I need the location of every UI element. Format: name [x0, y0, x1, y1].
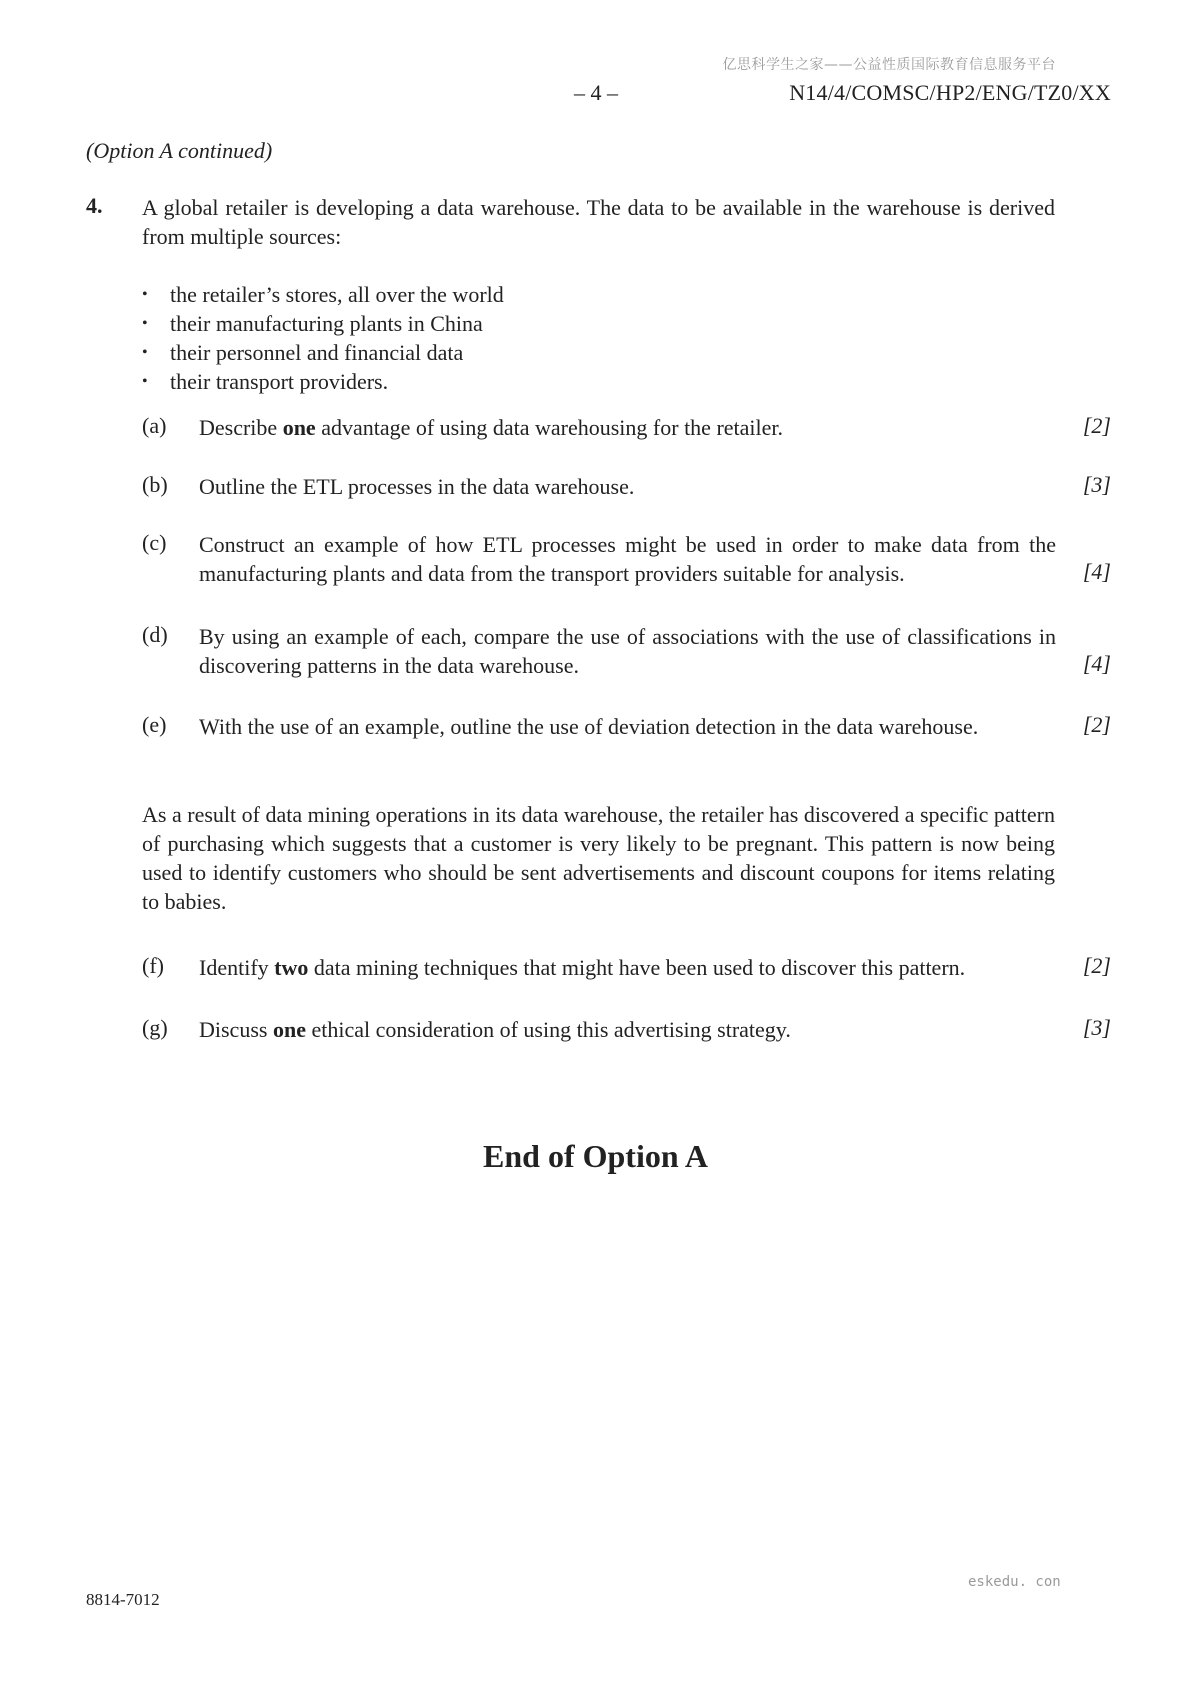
part-a-label: (a)	[142, 413, 167, 438]
footer-code: 8814-7012	[86, 1590, 160, 1609]
part-d-marks: [4]	[1082, 651, 1111, 676]
end-of-option-heading: End of Option A	[483, 1138, 708, 1174]
part-f-label: (f)	[142, 953, 164, 978]
part-e-text: With the use of an example, outline the use of deviation detection in the data warehouse.	[199, 714, 979, 739]
context-paragraph: As a result of data mining operations in its data warehouse, the retailer has discovered a specific pattern of purchasing which suggests that a customer is very likely to be pregnant. This pattern is now being used to identify customers who should be sent advertisements and discount coupons for items relating to babies.	[142, 802, 1055, 914]
part-f-marks: [2]	[1082, 953, 1111, 978]
part-b-marks: [3]	[1082, 472, 1111, 497]
part-e-label: (e)	[142, 712, 167, 737]
question-number: 4.	[86, 193, 103, 218]
part-b-text: Outline the ETL processes in the data warehouse.	[199, 474, 635, 499]
part-g-text: Discuss one ethical consideration of using this advertising strategy.	[199, 1017, 791, 1042]
part-e-marks: [2]	[1082, 712, 1111, 737]
part-f-text: Identify two data mining techniques that might have been used to discover this pattern.	[199, 955, 966, 980]
list-item: • their transport providers.	[142, 369, 389, 394]
part-a-text: Describe one advantage of using data warehousing for the retailer.	[199, 415, 784, 440]
bullet-icon: •	[142, 315, 148, 332]
paper-reference: N14/4/COMSC/HP2/ENG/TZ0/XX	[789, 80, 1111, 105]
footer-watermark: eskedu. con	[968, 1574, 1061, 1590]
source-list	[142, 280, 504, 396]
bullet-icon: •	[142, 286, 148, 303]
question-intro: A global retailer is developing a data warehouse. The data to be available in the warehouse is derived from multiple sources:	[142, 195, 1055, 249]
page-number: – 4 –	[574, 80, 618, 105]
part-g-label: (g)	[142, 1015, 168, 1040]
header-watermark: 亿思科学生之家——公益性质国际教育信息服务平台	[722, 57, 1056, 73]
list-item: • the retailer’s stores, all over the world	[142, 282, 504, 307]
part-c-label: (c)	[142, 530, 167, 555]
bullet-icon: •	[142, 344, 148, 361]
part-c-text: Construct an example of how ETL processes might be used in order to make data from the manufacturing plants and data from the transport providers suitable for analysis.	[199, 532, 1056, 586]
part-d-label: (d)	[142, 622, 168, 647]
part-d-text: By using an example of each, compare the use of associations with the use of classifications in discovering patterns in the data warehouse.	[199, 624, 1056, 678]
part-a-marks: [2]	[1082, 413, 1111, 438]
list-item: • their manufacturing plants in China	[142, 311, 483, 336]
part-g-marks: [3]	[1082, 1015, 1111, 1040]
list-item: • their personnel and financial data	[142, 340, 464, 365]
part-c-marks: [4]	[1082, 559, 1111, 584]
part-b-label: (b)	[142, 472, 168, 497]
continued-note: (Option A continued)	[86, 138, 273, 163]
bullet-icon: •	[142, 373, 148, 390]
